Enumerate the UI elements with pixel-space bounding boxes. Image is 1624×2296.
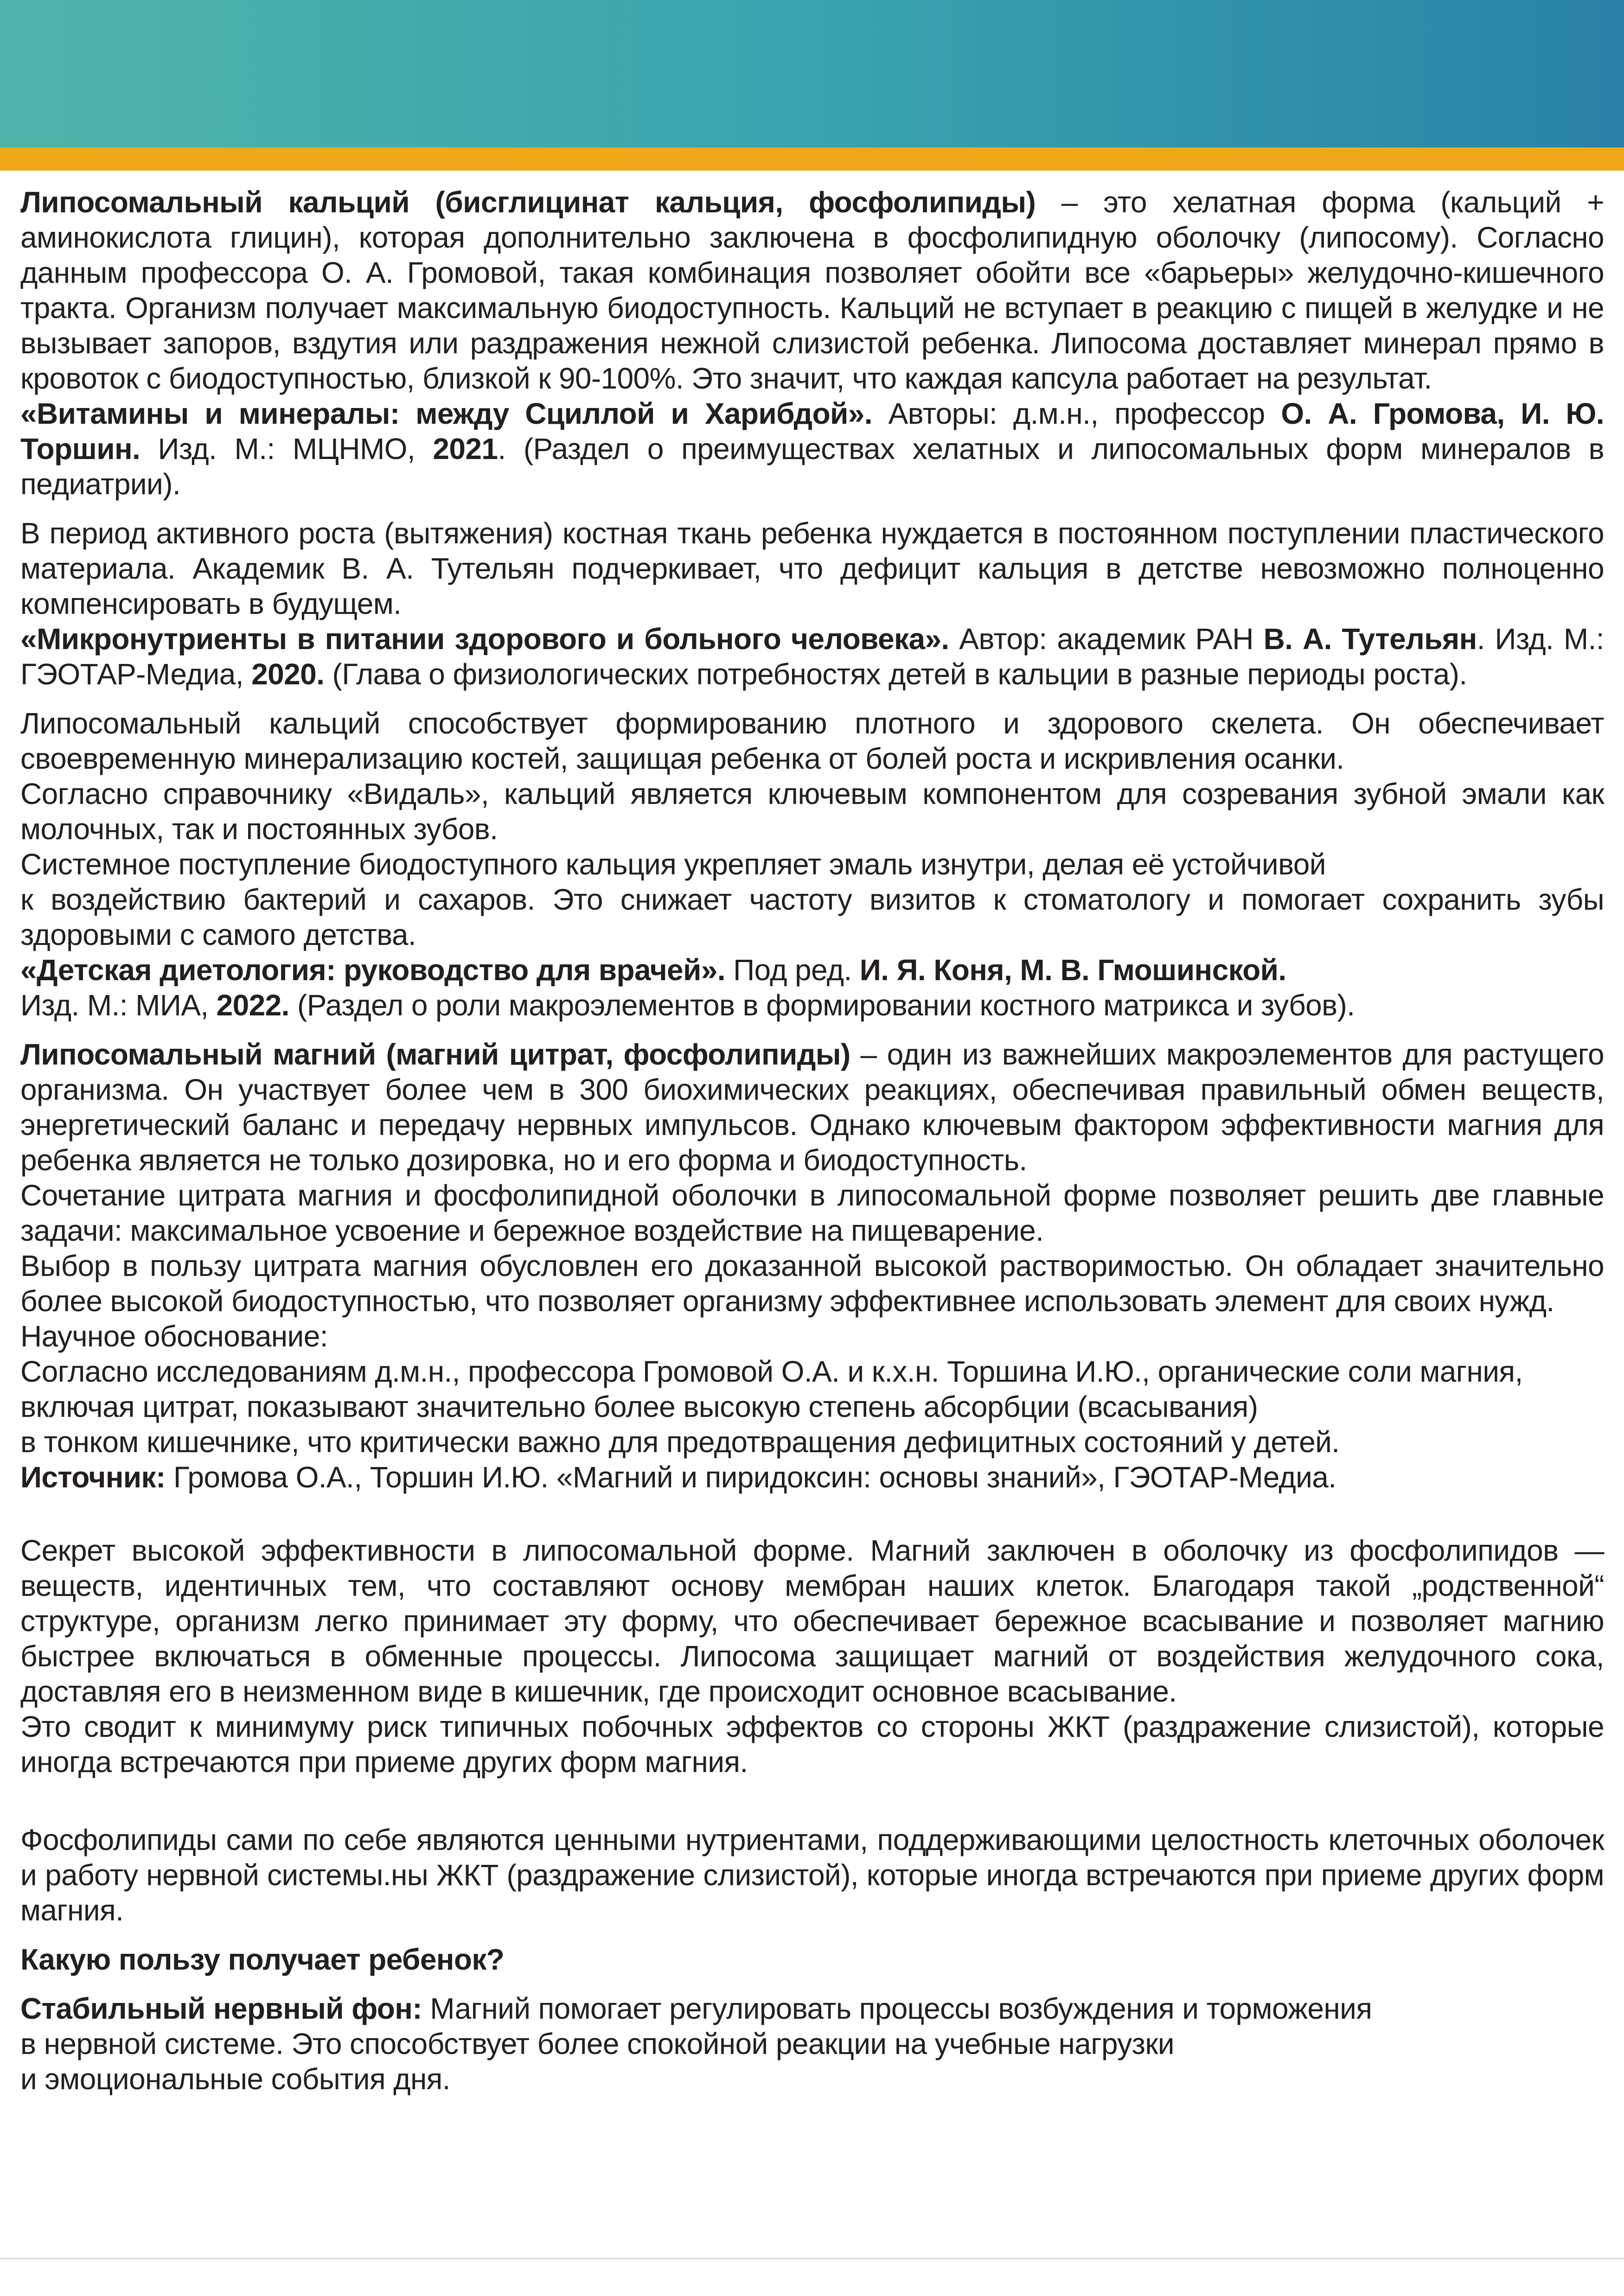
paragraph-text: – это хелатная форма (кальций + аминокислота глицин), которая дополнительно заключена в фосфолипидную оболочку (липосому). Согласно данным профессора О. А. Громовой, такая комбинация позволяет обойти все «барьеры» желудочно-кишечного тракта. Организм получает максимальную биодоступность. Кальций не вступает в реакцию с пищей в желудке и не вызывает запоров, вздутия или раздражения нежной слизистой ребенка. Липосома доставляет минерал прямо в кровоток с биодоступностью, близкой к 90-100%. Это значит, что каждая капсула работает на результат. <box>20 185 1604 395</box>
paragraph-text: – один из важнейших макроэлементов для растущего организма. Он участвует более чем в 300 биохимических реакциях, обеспечивая правильный обмен веществ, энергетический баланс и передачу нервных импульсов. Однако ключевым фактором эффективности магния для ребенка является не только дозировка, но и его форма и биодоступность. <box>20 1038 1604 1177</box>
source-label: Источник: <box>20 1461 166 1494</box>
paragraph-liposome-secret: Секрет высокой эффективности в липосомальной форме. Магний заключен в оболочку из фосфолипидов — веществ, идентичных тем, что составляют основу мембран наших клеток. Благодаря такой „родственной“ структуре, организм легко принимает эту форму, что обеспечивает бережное всасывание и позволяет магнию быстрее включаться в обменные процессы. Липосома защищает магний от воздействия желудочного сока, доставляя его в неизменном виде в кишечник, где происходит основное всасывание. <box>20 1534 1604 1708</box>
reference-tutelyan <box>20 621 1604 692</box>
reference-kon-publisher <box>20 988 1604 1023</box>
paragraph-liposomal-magnesium <box>20 1037 1604 1178</box>
reference-text: Изд. М.: МИА, <box>20 989 217 1022</box>
reference-title: «Микронутриенты в питании здорового и больного человека». <box>20 622 949 656</box>
section-heading-benefits <box>20 1942 1604 1977</box>
paragraph-phospholipids: Фосфолипиды сами по себе являются ценными нутриентами, поддерживающими целостность клеточных оболочек и работу нервной системы.ны ЖКТ (раздражение слизистой), которые иногда встречаются при приеме других форм магния. <box>20 1823 1604 1927</box>
source-text: Громова О.А., Торшин И.Ю. «Магний и пиридоксин: основы знаний», ГЭОТАР-Медиа. <box>165 1461 1336 1494</box>
paragraph-vidal: Согласно справочнику «Видаль», кальций является ключевым компонентом для созревания зубной эмали как молочных, так и постоянных зубов. <box>20 777 1604 846</box>
header-accent-stripe <box>0 147 1624 171</box>
reference-note: (Раздел о роли макроэлементов в формировании костного матрикса и зубов). <box>289 989 1355 1022</box>
reference-title: «Детская диетология: руководство для врачей». <box>20 953 725 987</box>
paragraph-research-line2: в тонком кишечнике, что критически важно для предотвращения дефицитных состояний у детей. <box>20 1425 1340 1459</box>
reference-note: (Глава о физиологических потребностях детей в кальции в разные периоды роста). <box>324 657 1467 691</box>
reference-authors: О. А. Громова, И. Ю. Торшин. <box>20 397 1604 466</box>
reference-authors: И. Я. Коня, М. В. Гмошинской. <box>859 953 1286 987</box>
paragraph-liposomal-calcium <box>20 185 1604 396</box>
reference-gromova-torshin <box>20 396 1604 502</box>
reference-year: 2020. <box>251 657 325 691</box>
paragraph-enamel-line1: Системное поступление биодоступного кальция укрепляет эмаль изнутри, делая её устойчивой <box>20 848 1326 881</box>
benefit-nervous-system-line1 <box>20 1991 1604 2026</box>
paragraph-skeleton: Липосомальный кальций способствует формированию плотного и здорового скелета. Он обеспечивает своевременную минерализацию костей, защищая ребенка от болей роста и искривления осанки. <box>20 707 1604 775</box>
heading-text: Какую пользу получает ребенок? <box>20 1943 505 1976</box>
footer-divider <box>0 2258 1624 2259</box>
reference-text: Автор: академик РАН <box>949 622 1264 656</box>
reference-title: «Витамины и минералы: между Сциллой и Харибдой». <box>20 397 872 430</box>
paragraph-research-line1: Согласно исследованиям д.м.н., профессора Громовой О.А. и к.х.н. Торшина И.Ю., органические соли магния, включая цитрат, показывают значительно более высокую степень абсорбции (всасывания) <box>20 1355 1523 1423</box>
reference-authors: В. А. Тутельян <box>1263 622 1477 656</box>
term-liposomal-calcium: Липосомальный кальций (бисглицинат кальция, фосфолипиды) <box>20 185 1036 219</box>
paragraph-scientific-basis: Научное обоснование: <box>20 1320 328 1353</box>
source-line <box>20 1460 1604 1495</box>
reference-text: Под ред. <box>725 953 860 987</box>
paragraph-bone-growth: В период активного роста (вытяжения) костная ткань ребенка нуждается в постоянном поступлении пластического материала. Академик В. А. Тутельян подчеркивает, что дефицит кальция в детстве невозможно полноценно компенсировать в будущем. <box>20 517 1604 620</box>
paragraph-side-effects: Это сводит к минимуму риск типичных побочных эффектов со стороны ЖКТ (раздражение слизистой), которые иногда встречаются при приеме других форм магния. <box>20 1710 1604 1779</box>
reference-text: . Изд. М.: ГЭОТАР-Медиа, <box>20 622 1604 691</box>
benefit-nervous-system-line3: и эмоциональные события дня. <box>20 2062 450 2096</box>
article-body <box>20 185 1604 2097</box>
reference-text: Изд. М.: МЦНМО, <box>140 432 433 466</box>
term-liposomal-magnesium: Липосомальный магний (магний цитрат, фосфолипиды) <box>20 1038 850 1071</box>
benefit-label: Стабильный нервный фон: <box>20 1992 422 2025</box>
reference-year: 2022. <box>216 989 289 1022</box>
reference-text: Авторы: д.м.н., профессор <box>872 397 1281 430</box>
benefit-nervous-system-line2: в нервной системе. Это способствует более спокойной реакции на учебные нагрузки <box>20 2027 1174 2060</box>
reference-note: . (Раздел о преимуществах хелатных и липосомальных форм минералов в педиатрии). <box>20 432 1604 501</box>
reference-kon-gmoshinskaya <box>20 952 1604 988</box>
paragraph-citrate-combination: Сочетание цитрата магния и фосфолипидной оболочки в липосомальной форме позволяет решить две главные задачи: максимальное усвоение и бережное воздействие на пищеварение. <box>20 1179 1604 1247</box>
benefit-text: Магний помогает регулировать процессы возбуждения и торможения <box>422 1992 1372 2025</box>
header-banner <box>0 0 1624 147</box>
reference-year: 2021 <box>433 432 498 466</box>
paragraph-citrate-choice: Выбор в пользу цитрата магния обусловлен его доказанной высокой растворимостью. Он обладает значительно более высокой биодоступностью, что позволяет организму эффективнее использовать элемент для своих нужд. <box>20 1249 1604 1318</box>
paragraph-enamel-line2: к воздействию бактерий и сахаров. Это снижает частоту визитов к стоматологу и помогает сохранить зубы здоровыми с самого детства. <box>20 883 1604 951</box>
